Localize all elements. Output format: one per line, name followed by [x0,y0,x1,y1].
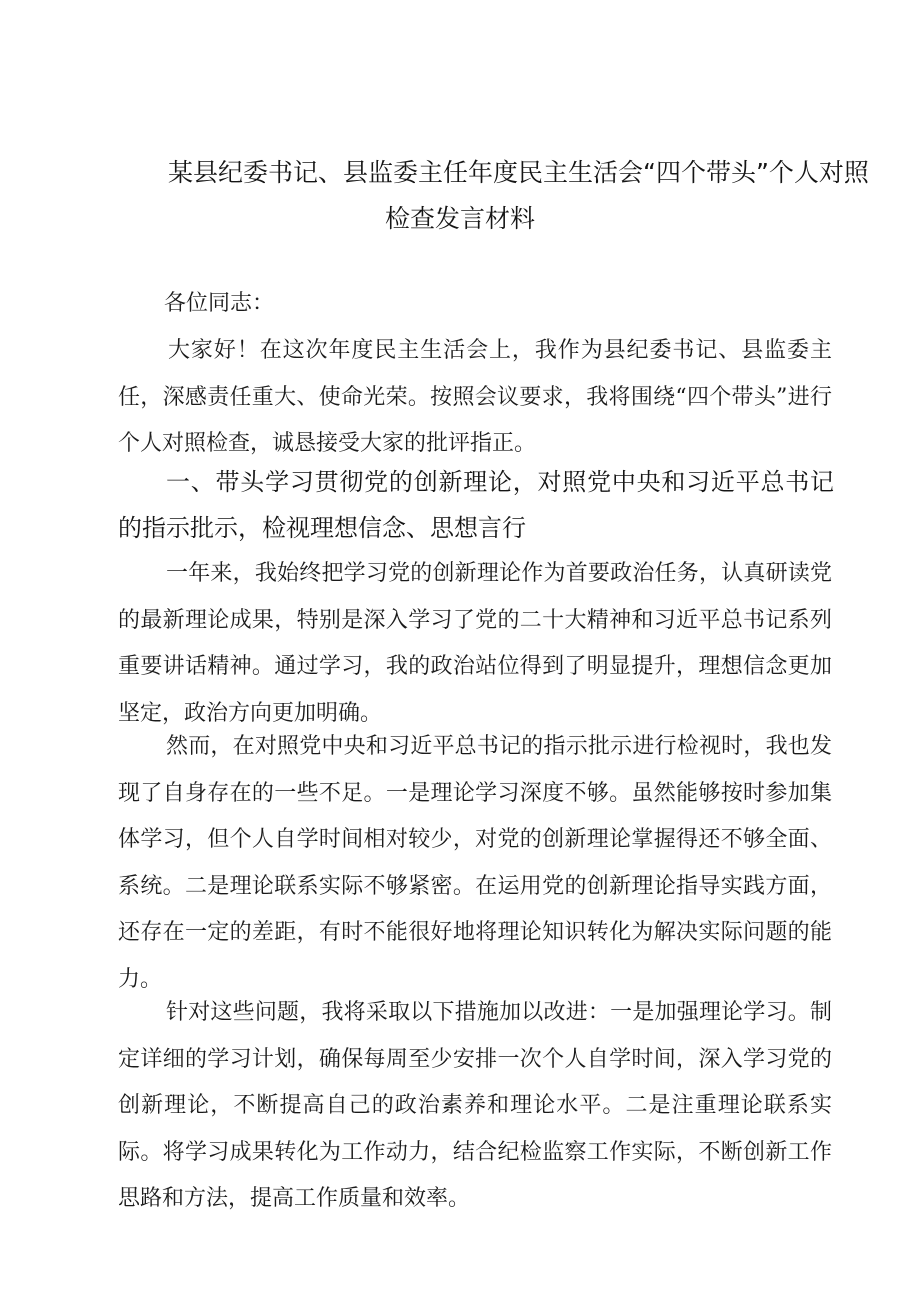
opening-paragraph: 大家好！在这次年度民主生活会上，我作为县纪委书记、县监委主任，深感责任重大、使命光荣。按照会议要求，我将围绕“四个带头”进行个人对照检查，诚恳接受大家的批评指正。 [118,338,832,456]
document-title-line2: 检查发言材料 [384,204,535,233]
paragraph-improvements: 针对这些问题，我将采取以下措施加以改进：一是加强理论学习。制定详细的学习计划，确保每周至少安排一次个人自学时间，深入学习党的创新理论，不断提高自己的政治素养和理论水平。二是注重理论联系实际。将学习成果转化为工作动力，结合纪检监察工作实际，不断创新工作思路和方法，提高工作质量和效率。 [118,1000,832,1211]
salutation: 各位同志： [164,291,275,316]
paragraph-shortcomings: 然而，在对照党中央和习近平总书记的指示批示进行检视时，我也发现了自身存在的一些不足。一是理论学习深度不够。虽然能够按时参加集体学习，但个人自学时间相对较少，对党的创新理论掌握得还不够全面、系统。二是理论联系实际不够紧密。在运用党的创新理论指导实践方面，还存在一定的差距，有时不能很好地将理论知识转化为解决实际问题的能力。 [118,734,832,992]
document-title [118,150,869,242]
section-heading-1: 一、带头学习贯彻党的创新理论，对照党中央和习近平总书记的指示批示，检视理想信念、思想言行 [118,468,834,542]
document-title-line1: 某县纪委书记、县监委主任年度民主生活会“四个带头”个人对照 [168,158,869,187]
paragraph-study-overview: 一年来，我始终把学习党的创新理论作为首要政治任务，认真研读党的最新理论成果，特别是深入学习了党的二十大精神和习近平总书记系列重要讲话精神。通过学习，我的政治站位得到了明显提升，理想信念更加坚定，政治方向更加明确。 [118,561,832,726]
